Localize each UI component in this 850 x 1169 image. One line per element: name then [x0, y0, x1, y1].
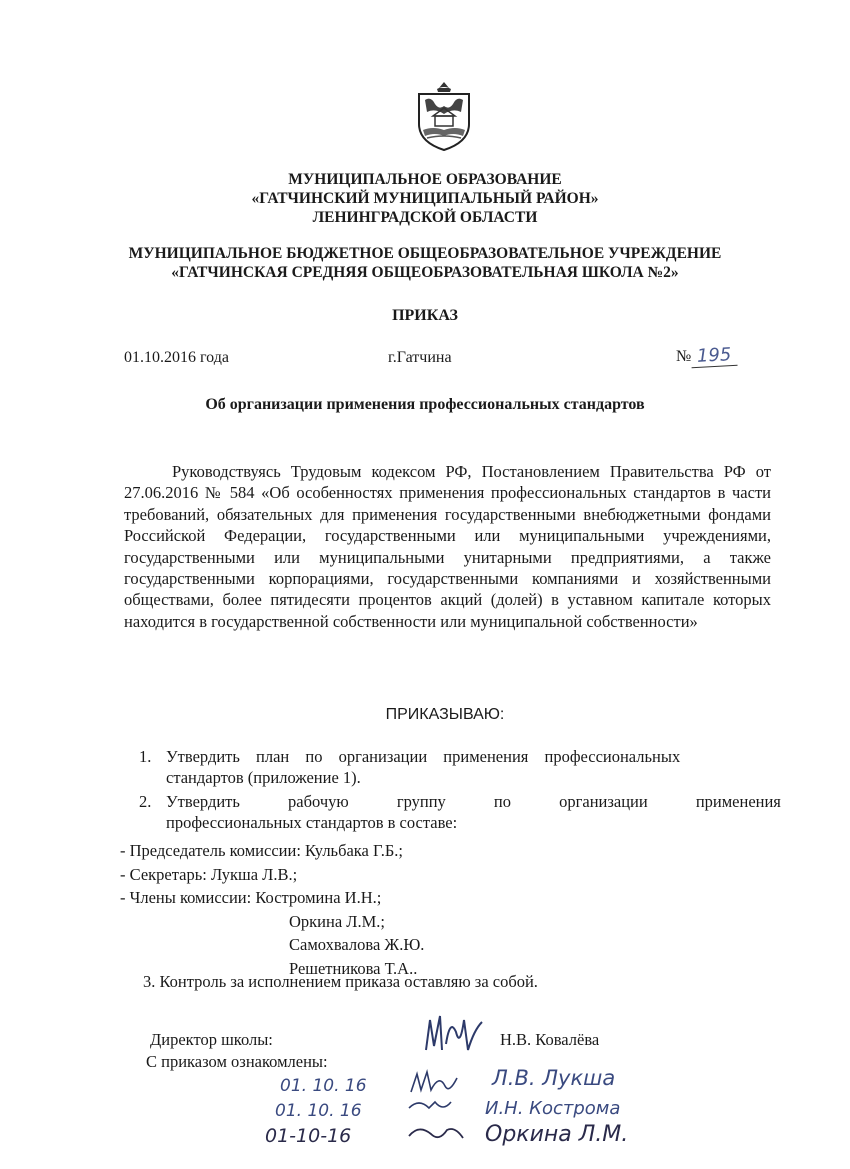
item-line: профессиональных стандартов в составе:: [166, 813, 458, 833]
handwritten-name: Л.В. Лукша: [492, 1066, 616, 1090]
members-line: - Члены комиссии: Костромина И.Н.;: [120, 888, 382, 907]
member-name: Оркина Л.М.;: [289, 911, 385, 931]
commission-members: [120, 839, 424, 980]
item-line: стандартов (приложение 1).: [166, 768, 361, 788]
order-items: [124, 746, 781, 834]
handwritten-date: 01-10-16: [265, 1125, 352, 1147]
handwritten-name: И.Н. Кострома: [485, 1098, 621, 1119]
order-date: 01.10.2016 года: [124, 349, 229, 366]
item-3: 3. Контроль за исполнением приказа оставляю за собой.: [143, 972, 538, 991]
secretary-line: - Секретарь: Лукша Л.В.;: [120, 864, 298, 884]
order-word: ПРИКАЗЫВАЮ:: [385, 706, 505, 723]
municipal-header: [0, 170, 850, 227]
header-line-2: «ГАТЧИНСКИЙ МУНИЦИПАЛЬНЫЙ РАЙОН»: [251, 190, 599, 207]
order-number: [676, 345, 738, 367]
member-name: Решетникова Т.А..: [289, 958, 418, 978]
item-number: 1.: [139, 747, 152, 766]
header-line-4: МУНИЦИПАЛЬНОЕ БЮДЖЕТНОЕ ОБЩЕОБРАЗОВАТЕЛЬНОЕ УЧРЕЖДЕНИЕ: [128, 245, 722, 262]
member-name: Самохвалова Ж.Ю.: [289, 935, 425, 954]
handwritten-name: Оркина Л.М.: [485, 1122, 629, 1147]
preamble-paragraph: [124, 461, 771, 632]
number-handwritten: 195: [691, 344, 738, 368]
order-city: г.Гатчина: [388, 349, 452, 366]
item-line: Утвердить рабочую группу по организации применения: [166, 791, 781, 811]
order-subject: Об организации применения профессиональных стандартов: [205, 396, 645, 413]
school-header: [0, 244, 850, 282]
acquainted-label: С приказом ознакомлены:: [146, 1052, 328, 1071]
list-item: [124, 791, 781, 834]
header-line-1: МУНИЦИПАЛЬНОЕ ОБРАЗОВАНИЕ: [288, 171, 562, 188]
header-line-5: «ГАТЧИНСКАЯ СРЕДНЯЯ ОБЩЕОБРАЗОВАТЕЛЬНАЯ ШКОЛА №2»: [171, 264, 679, 281]
preamble-text: Руководствуясь Трудовым кодексом РФ, Постановлением Правительства РФ от 27.06.2016 № 584 «Об особенностях применения профессиональных стандартов в части требований, обязательных для применения государственными внебюджетными фондами Российской Федерации, государственными или муниципальными учреждениями, государственными или муниципальными унитарными предприятиями, а также государственными корпорациями, государственными компаниями и хозяйственными обществами, более пятидесяти процентов акций (долей) в уставном капитале которых находится в государственной собственности или муниципальной собственности»: [124, 462, 771, 631]
header-line-3: ЛЕНИНГРАДСКОЙ ОБЛАСТИ: [312, 209, 538, 226]
acquaintance-signatures-icon: [405, 1068, 475, 1158]
item-line: Утвердить план по организации применения профессиональных: [166, 747, 681, 766]
director-name: Н.В. Ковалёва: [500, 1030, 600, 1049]
doc-type-title: ПРИКАЗ: [392, 307, 458, 324]
list-item: [124, 746, 771, 789]
handwritten-date: 01. 10. 16: [275, 1101, 362, 1121]
item-number: 2.: [139, 791, 152, 811]
number-label: №: [676, 348, 692, 365]
chair-line: - Председатель комиссии: Кульбака Г.Б.;: [120, 841, 403, 860]
handwritten-date: 01. 10. 16: [280, 1076, 367, 1096]
director-label: Директор школы:: [150, 1030, 273, 1049]
director-signature-icon: [420, 1010, 490, 1058]
gatchina-coat-of-arms-icon: [413, 80, 475, 152]
